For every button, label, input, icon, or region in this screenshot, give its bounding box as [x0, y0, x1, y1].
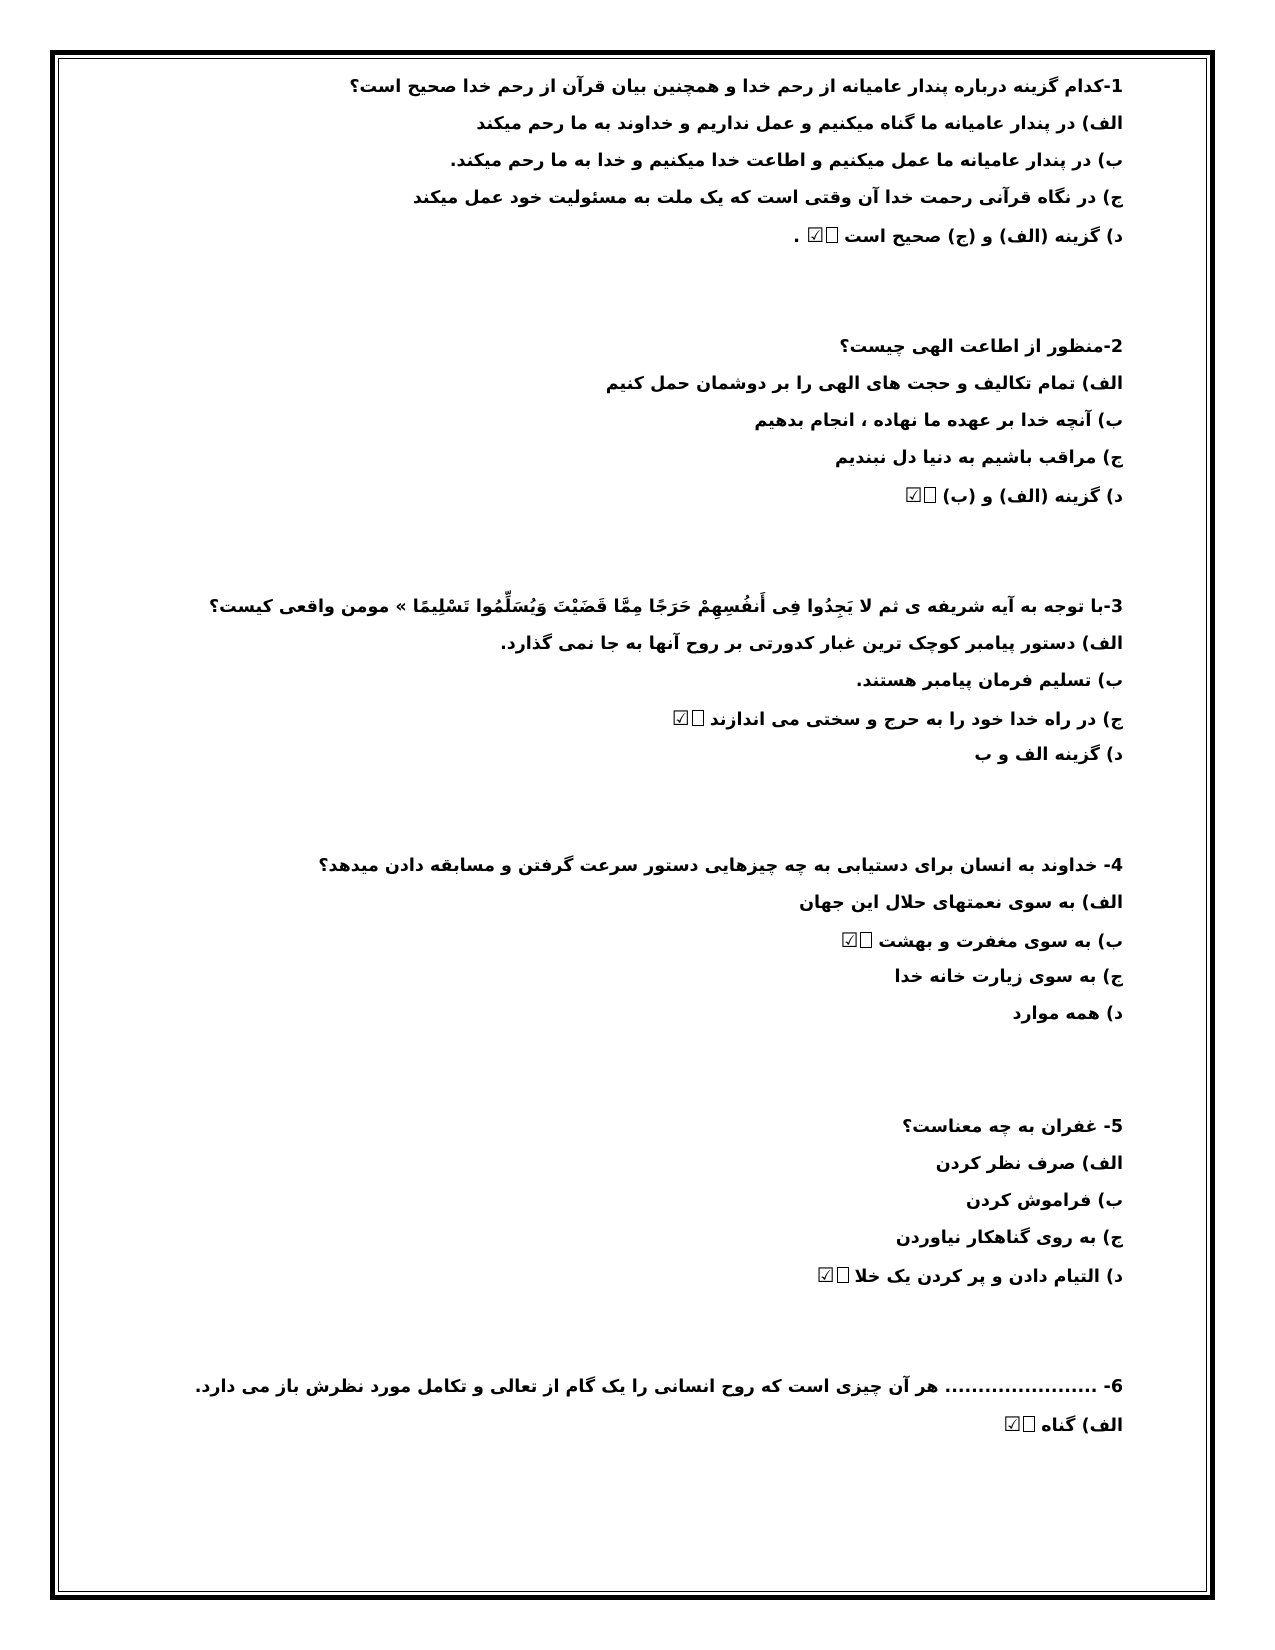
question-text: 4- خداوند به انسان برای دستیابی به چه چیزهایی دستور سرعت گرفتن و مسابقه دادن میدهد؟: [318, 856, 1123, 876]
question-5: [123, 1109, 1123, 1294]
option-label: الف) صرف نظر کردن: [935, 1154, 1123, 1174]
empty-box-icon: [860, 932, 872, 948]
empty-box-icon: [924, 487, 936, 503]
empty-box-icon: [826, 227, 838, 243]
question-text: 2-منظور از اطاعت الهی چیست؟: [839, 337, 1123, 357]
option-label: الف) در پندار عامیانه ما گناه میکنیم و عمل نداریم و خداوند به ما رحم میکند: [476, 114, 1123, 134]
question-text: 3-با توجه به آیه شریفه ی ثم لا یَجِدُوا فِی أَنفُسِهِمْ حَرَجًا مِمَّا قَضَيْتَ وَيُسَلِّمُوا تَسْلِيمًا » مومن واقعی کیست؟: [209, 597, 1123, 617]
option-label: الف) تمام تکالیف و حجت های الهی را بر دوشمان حمل کنیم: [605, 374, 1123, 394]
question-text: 6- ....................... هر آن چیزی است که روح انسانی را یک گام از تعالی و تکامل مورد نظرش باز می دارد.: [194, 1377, 1123, 1397]
option-label: الف) گناه: [1041, 1416, 1123, 1436]
option-label: ب) در پندار عامیانه ما عمل میکنیم و اطاعت خدا میکنیم و خدا به ما رحم میکند.: [449, 151, 1123, 171]
checkbox-checked-icon: ☑: [806, 223, 825, 247]
option-a[interactable]: [123, 106, 1123, 143]
line-suffix: .: [793, 226, 800, 247]
empty-box-icon: [837, 1267, 849, 1283]
option-a[interactable]: [123, 1146, 1123, 1183]
option-label: ب) آنچه خدا بر عهده ما نهاده ، انجام بدهیم: [754, 411, 1123, 431]
option-d[interactable]: [123, 996, 1123, 1033]
answer-mark: [672, 700, 704, 738]
checkbox-checked-icon: ☑: [904, 483, 923, 507]
option-label: ب) فراموش کردن: [965, 1191, 1123, 1211]
checkbox-checked-icon: ☑: [816, 1263, 835, 1287]
option-label: د) گزینه (الف) و (ج) صحیح است: [844, 227, 1123, 247]
answer-mark: [793, 217, 838, 255]
option-b[interactable]: [123, 922, 1123, 959]
option-c[interactable]: [123, 1220, 1123, 1257]
empty-box-icon: [692, 710, 704, 726]
option-d[interactable]: [123, 217, 1123, 254]
checkbox-checked-icon: ☑: [671, 706, 690, 730]
option-b[interactable]: [123, 1183, 1123, 1220]
question-text: 1-کدام گزینه درباره پندار عامیانه از رحم خدا و همچنین بیان قرآن از رحم خدا صحیح است؟: [349, 77, 1123, 97]
option-b[interactable]: [123, 403, 1123, 440]
option-d[interactable]: [123, 1257, 1123, 1294]
option-c[interactable]: [123, 180, 1123, 217]
page-border-inner: [58, 58, 1207, 1592]
question-6: [123, 1369, 1123, 1443]
question-4: [123, 848, 1123, 1033]
option-d[interactable]: [123, 737, 1123, 774]
question-2: [123, 329, 1123, 514]
question-3: [123, 589, 1123, 774]
option-a[interactable]: [123, 626, 1123, 663]
option-label: ب) تسلیم فرمان پیامبر هستند.: [855, 671, 1123, 691]
option-label: الف) دستور پیامبر کوچک ترین غبار کدورتی بر روح آنها به جا نمی گذارد.: [500, 634, 1123, 654]
option-label: ج) به سوی زیارت خانه خدا: [894, 967, 1123, 987]
option-label: ب) به سوی مغفرت و بهشت: [878, 932, 1123, 952]
empty-box-icon: [1023, 1416, 1035, 1432]
option-label: د) التیام دادن و پر کردن یک خلا: [854, 1267, 1123, 1287]
option-label: ج) در نگاه قرآنی رحمت خدا آن وقتی است که یک ملت به مسئولیت خود عمل میکند: [412, 188, 1123, 208]
option-label: الف) به سوی نعمتهای حلال این جهان: [799, 893, 1123, 913]
answer-mark: [904, 477, 936, 515]
checkbox-checked-icon: ☑: [840, 928, 859, 952]
option-c[interactable]: [123, 700, 1123, 737]
option-c[interactable]: [123, 959, 1123, 996]
option-b[interactable]: [123, 143, 1123, 180]
answer-mark: [1003, 1406, 1035, 1444]
option-b[interactable]: [123, 663, 1123, 700]
option-a[interactable]: [123, 1406, 1123, 1443]
option-label: د) گزینه (الف) و (ب): [942, 487, 1123, 507]
option-label: ج) مراقب باشیم به دنیا دل نبندیم: [835, 448, 1123, 468]
question-text: 5- غفران به چه معناست؟: [902, 1117, 1123, 1137]
option-a[interactable]: [123, 885, 1123, 922]
answer-mark: [817, 1257, 849, 1295]
checkbox-checked-icon: ☑: [1003, 1412, 1022, 1436]
option-label: ج) به روی گناهکار نیاوردن: [895, 1228, 1123, 1248]
option-label: ج) در راه خدا خود را به حرج و سختی می اندازند: [709, 710, 1123, 730]
option-a[interactable]: [123, 366, 1123, 403]
option-label: د) همه موارد: [1012, 1004, 1123, 1024]
option-d[interactable]: [123, 477, 1123, 514]
option-c[interactable]: [123, 440, 1123, 477]
answer-mark: [840, 922, 872, 960]
option-label: د) گزینه الف و ب: [974, 745, 1123, 765]
question-1: [123, 69, 1123, 254]
